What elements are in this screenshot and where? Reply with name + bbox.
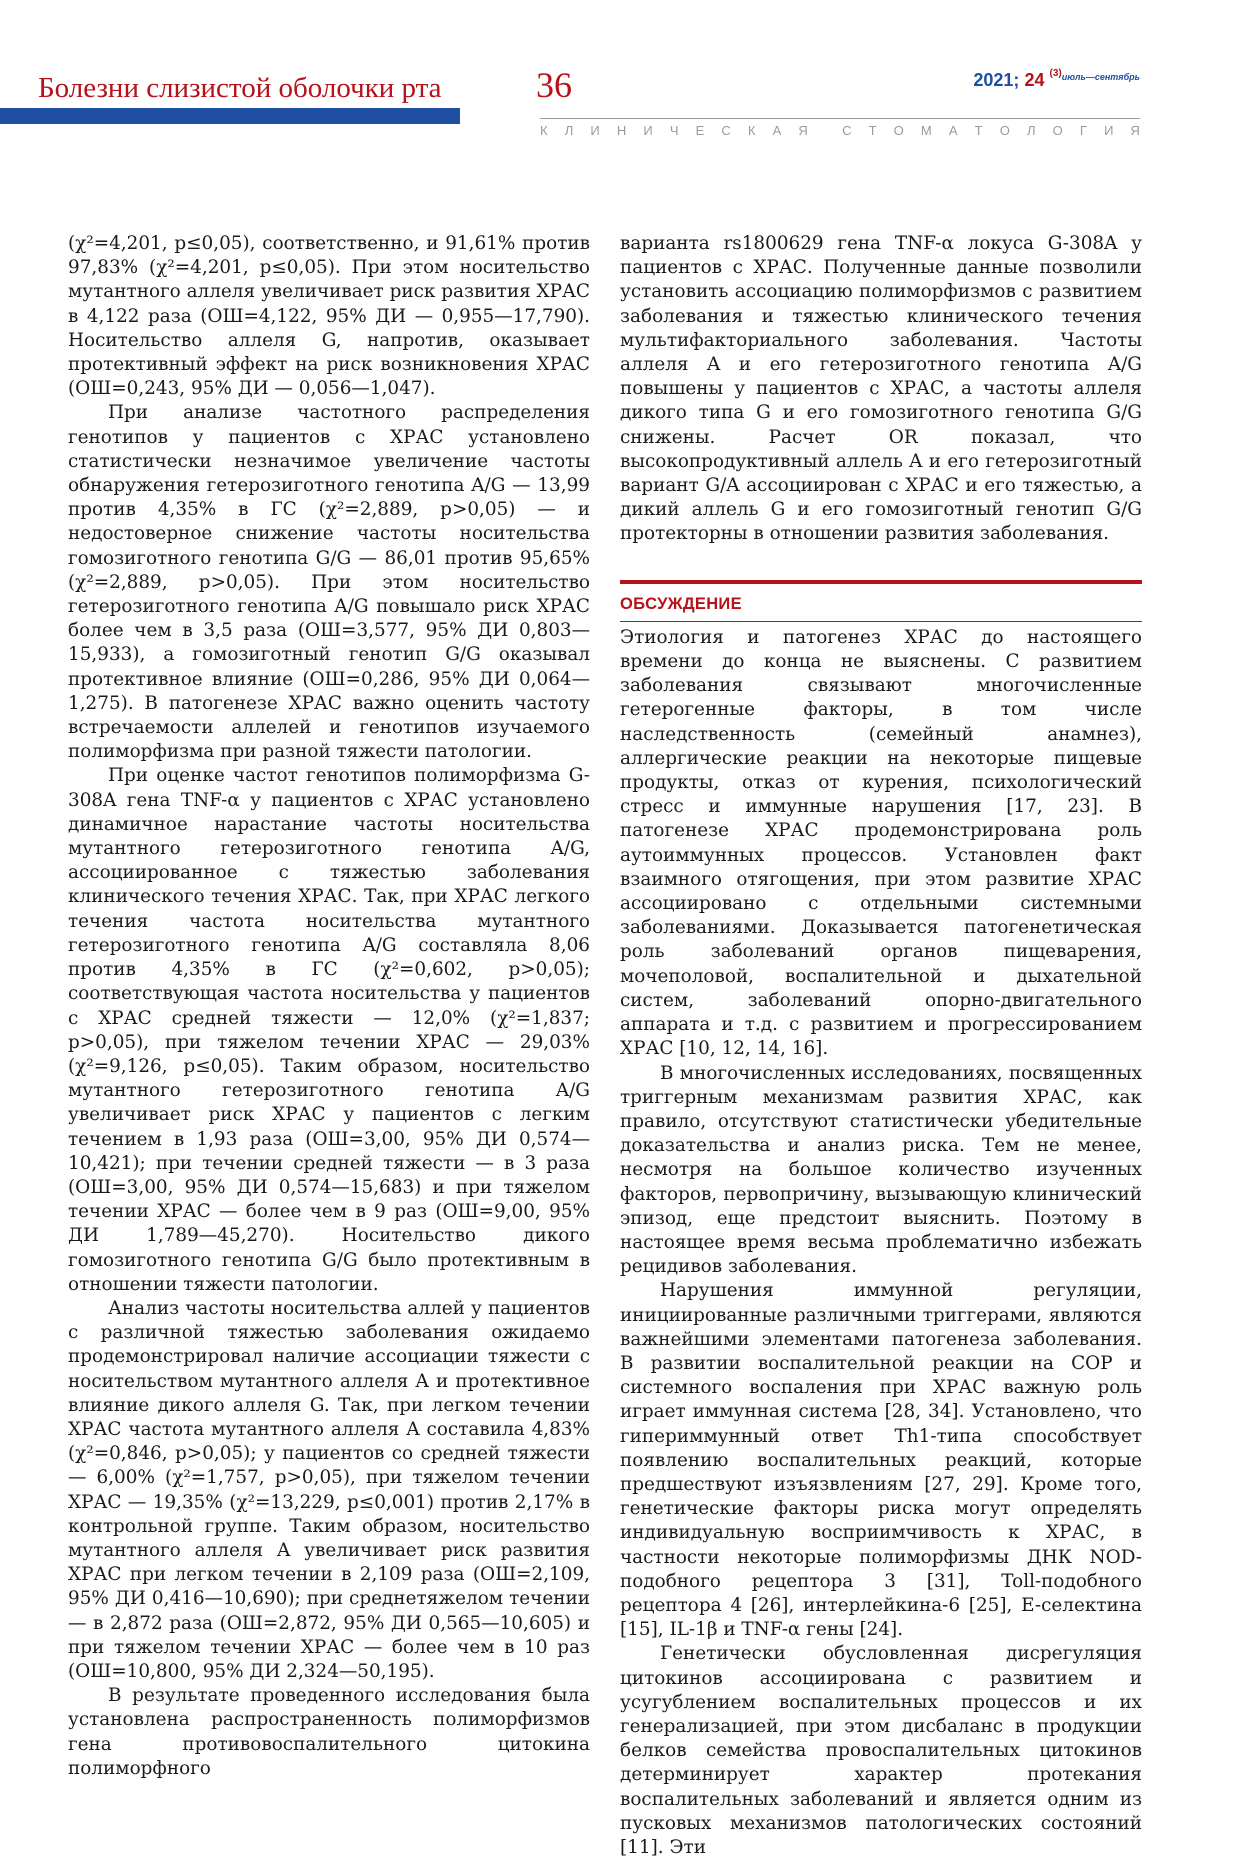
issue-number: (3) — [1049, 68, 1062, 79]
journal-name — [540, 123, 1140, 138]
body-paragraph: При анализе частотного распределения генотипов у пациентов с ХРАС установлено статистически незначимое увеличение частоты обнаружения гетерозиготного генотипа A/G — 13,99 против 4,35% в ГС (χ²=2,889, p>0,05) — и недостоверное снижение частоты носительства гомозиготного генотипа G/G — 86,01 против 95,65% (χ²=2,889, p>0,05). При этом носительство гетерозиготного генотипа A/G повышало риск ХРАС более чем в 3,5 раза (ОШ=3,577, 95% ДИ 0,803—15,933), а гомозиготный генотип G/G оказывал протективное влияние (ОШ=0,286, 95% ДИ 0,064—1,275). В патогенезе ХРАС важно оценить частоту встречаемости аллелей и генотипов изучаемого полиморфизма при разной тяжести патологии. — [68, 402, 590, 763]
issue-volume: 24 — [1024, 70, 1045, 90]
journal-letter: Н — [616, 123, 627, 138]
issue-info — [973, 70, 1140, 91]
journal-letter: С — [842, 123, 852, 138]
journal-letter: Я — [1130, 123, 1140, 138]
journal-letter: Л — [564, 123, 574, 138]
header-accent-bar — [0, 108, 460, 124]
journal-letter: А — [772, 123, 782, 138]
journal-letter: О — [1052, 123, 1063, 138]
body-paragraph: Этиология и патогенез ХРАС до настоящего времени до конца не выяснены. С развитием заболевания связывают многочисленные гетерогенные факторы, в том числе наследственность (семейный анамнез), аллергические реакции на некоторые пищевые продукты, отказ от курения, психологический стресс и иммунные нарушения [17, 23]. В патогенезе ХРАС продемонстрирована роль аутоиммунных процессов. Установлен факт взаимного отягощения, при этом развитие ХРАС ассоциировано с отдельными системными заболеваниями. Доказывается патогенетическая роль заболеваний органов пищеварения, мочеполовой, воспалительной и дыхательной систем, заболеваний опорно-двигательного аппарата и т.д. с развитием и прогрессированием ХРАС [10, 12, 14, 16]. — [620, 626, 1142, 1060]
body-paragraph: Нарушения иммунной регуляции, инициированные различными триггерами, являются важнейшими элементами патогенеза заболевания. В развитии воспалительной реакции на СОР и системного воспаления при ХРАС важную роль играет иммунная система [28, 34]. Установлено, что гипериммунный ответ Th1-типа способствует появлению воспалительных реакций, которые предшествуют изъязвлениям [27, 29]. Кроме того, генетические факторы риска могут определять индивидуальную восприимчивость к ХРАС, в частности некоторые полиморфизмы ДНК NOD-подобного рецептора 3 [31], Toll-подобного рецептора 4 [26], интерлейкина-6 [25], E-селектина [15], IL-1β и TNF-α гены [24]. — [620, 1280, 1142, 1641]
page-number: 36 — [536, 65, 572, 105]
journal-letter: Я — [798, 123, 808, 138]
journal-letter: С — [721, 123, 731, 138]
journal-letter: О — [999, 123, 1010, 138]
body-paragraph: Генетически обусловленная дисрегуляция цитокинов ассоциирована с развитием и усугублением воспалительных процессов и их генерализацией, при этом дисбаланс в продукции белков семейства провоспалительных цитокинов детерминирует характер протекания воспалительных заболеваний и является одним из пусковых механизмов патологических состояний [11]. Эти — [620, 1643, 1142, 1858]
body-paragraph: (χ²=4,201, p≤0,05), соответственно, и 91,61% против 97,83% (χ²=4,201, p≤0,05). При этом носительство мутантного аллеля увеличивает риск развития ХРАС в 4,122 раза (ОШ=4,122, 95% ДИ — 0,955—17,790). Носительство аллеля G, напротив, оказывает протективный эффект на риск возникновения ХРАС (ОШ=0,243, 95% ДИ — 0,056—1,047). — [68, 233, 590, 400]
journal-letter: К — [540, 123, 548, 138]
issue-year: 2021; — [973, 70, 1025, 90]
journal-letter: И — [643, 123, 653, 138]
right-column — [620, 232, 1142, 1860]
discussion-heading-block — [620, 580, 1142, 622]
section-heading: ОБСУЖДЕНИЕ — [620, 584, 1142, 622]
body-paragraph: В результате проведенного исследования была установлена распространенность полиморфизмов гена противовоспалительного цитокина полиморфного — [68, 1685, 590, 1779]
journal-letter: К — [747, 123, 756, 138]
body-paragraph: При оценке частот генотипов полиморфизма G-308A гена TNF-α у пациентов с ХРАС установлено динамичное нарастание частоты носительства мутантного гетерозиготного генотипа A/G, ассоциированное с тяжестью заболевания клинического течения ХРАС. Так, при ХРАС легкого течения частота носительства мутантного гетерозиготного генотипа A/G составляла 8,06 против 4,35% в ГС (χ²=0,602, p>0,05); соответствующая частота носительства у пациентов с ХРАС средней тяжести — 12,0% (χ²=1,837; p>0,05), при тяжелом течении ХРАС — 29,03% (χ²=9,126, p≤0,05). Таким образом, носительство мутантного гетерозиготного генотипа A/G увеличивает риск ХРАС у пациентов с легким течением в 1,93 раза (ОШ=3,00, 95% ДИ 0,574—10,421); при течении средней тяжести — в 3 раза (ОШ=3,00, 95% ДИ 0,574—15,683) и при тяжелом течении ХРАС — более чем в 9 раз (ОШ=9,00, 95% ДИ 1,789—45,270). Носительство дикого гомозиготного генотипа G/G было протективным в отношении тяжести патологии. — [68, 765, 590, 1295]
section-title: Болезни слизистой оболочки рта — [38, 72, 442, 104]
journal-letter: Т — [974, 123, 983, 138]
journal-letter: Г — [1079, 123, 1087, 138]
body-paragraph: варианта rs1800629 гена TNF-α локуса G-308A у пациентов с ХРАС. Полученные данные позволили установить ассоциацию полиморфизмов с развитием заболевания и тяжестью клинического течения мультифакториального заболевания. Частоты аллеля A и его гетерозиготного генотипа A/G повышены у пациентов с ХРАС, а частоты аллеля дикого типа G и его гомозиготного генотипа G/G снижены. Расчет OR показал, что высокопродуктивный аллель A и его гетерозиготный вариант G/A ассоциирован с ХРАС и его тяжестью, а дикий аллель G и его гомозиготный генотип G/G протекторны в отношении развития заболевания. — [620, 233, 1142, 545]
journal-letter: М — [920, 123, 932, 138]
journal-letter: Т — [868, 123, 877, 138]
journal-letter: И — [590, 123, 600, 138]
journal-letter: Ч — [669, 123, 679, 138]
journal-letter: А — [948, 123, 958, 138]
body-paragraph: Анализ частоты носительства аллей у пациентов с различной тяжестью заболевания ожидаемо продемонстрировал наличие ассоциации тяжести с носительством мутантного аллеля A и протективное влияние дикого аллеля G. Так, при легком течении ХРАС частота мутантного аллеля A составила 4,83% (χ²=0,846, p>0,05); у пациентов со средней тяжести — 6,00% (χ²=1,757, p>0,05), при тяжелом течении ХРАС — 19,35% (χ²=13,229, p≤0,001) против 2,17% в контрольной группе. Таким образом, носительство мутантного аллеля A увеличивает риск развития ХРАС при легком течении в 2,109 раза (ОШ=2,109, 95% ДИ 0,416—10,690); при среднетяжелом течении — в 2,872 раза (ОШ=2,872, 95% ДИ 0,565—10,605) и при тяжелом течении ХРАС — более чем в 10 раз (ОШ=10,800, 95% ДИ 2,324—50,195). — [68, 1297, 590, 1682]
journal-letter: О — [893, 123, 904, 138]
body-paragraph: В многочисленных исследованиях, посвященных триггерным механизмам развития ХРАС, как правило, отсутствуют статистически убедительные доказательства и анализ риска. Тем не менее, несмотря на большое количество изученных факторов, первопричину, вызывающую клинический эпизод, еще предстоит выяснить. Поэтому в настоящее время весьма проблематично избежать рецидивов заболевания. — [620, 1062, 1142, 1278]
journal-letter: Л — [1027, 123, 1036, 138]
header-rule — [540, 118, 1140, 119]
journal-letter: Е — [695, 123, 705, 138]
issue-months: июль—сентябрь — [1061, 72, 1140, 82]
left-column — [68, 232, 590, 1781]
journal-letter: И — [1104, 123, 1114, 138]
